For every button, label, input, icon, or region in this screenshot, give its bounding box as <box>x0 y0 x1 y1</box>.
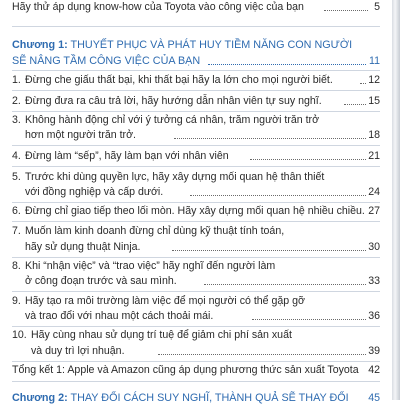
entry-number: 8. <box>12 260 21 272</box>
entry-page: 39 <box>368 345 380 357</box>
separator <box>12 70 380 71</box>
dot-leader <box>172 250 366 251</box>
separator <box>12 361 380 362</box>
entry-page: 36 <box>368 310 380 322</box>
toc-entry-1[interactable] <box>12 73 380 87</box>
entry-number: 2. <box>12 95 21 107</box>
toc-entry-7[interactable] <box>12 224 380 238</box>
entry-title-line2: và duy trì lợi nhuận. <box>31 345 125 357</box>
separator <box>12 291 380 292</box>
dot-leader <box>204 284 366 285</box>
separator <box>12 381 380 382</box>
entry-title: Đừng làm “sếp”, hãy làm bạn với nhân viên <box>25 150 229 162</box>
chapter-2-title: THAY ĐỔI CÁCH SUY NGHĨ, THÀNH QUẢ SẼ THAY ĐỔI <box>70 392 349 404</box>
toc-entry-2[interactable] <box>12 94 380 108</box>
entry-title-line2: và trao đổi với nhau một cách thoải mái. <box>25 310 214 322</box>
entry-number: 9. <box>12 295 21 307</box>
chapter-1-title-line2: SẼ NÂNG TẦM CÔNG VIỆC CỦA BẠN <box>12 55 201 67</box>
dot-leader <box>208 64 366 65</box>
entry-title: Hãy cùng nhau sử dụng trí tuệ để giảm chi phí sản xuất <box>31 329 292 341</box>
entry-number: 3. <box>12 114 21 126</box>
toc-entry-3-line2[interactable] <box>12 128 380 142</box>
toc-entry-4[interactable] <box>12 149 380 163</box>
toc-entry-10-line2[interactable] <box>12 344 380 358</box>
chapter-2-page: 45 <box>368 392 380 404</box>
toc-intro-text: Hãy thử áp dụng know-how của Toyota vào công việc của bạn <box>12 1 304 13</box>
entry-number: 4. <box>12 150 21 162</box>
entry-title-line2: với đồng nghiệp và cấp dưới. <box>25 186 164 198</box>
entry-title-line2: hãy sử dụng thuật Ninja. <box>25 241 141 253</box>
separator <box>12 221 380 222</box>
entry-page: 33 <box>368 275 380 287</box>
chapter-1-heading-line2[interactable] <box>12 54 380 68</box>
toc-entry-10[interactable] <box>12 328 380 342</box>
toc-entry-3[interactable] <box>12 113 380 127</box>
separator <box>12 90 380 91</box>
entry-number: 10. <box>12 329 27 341</box>
entry-number: 5. <box>12 171 21 183</box>
entry-title-line2: hơn một người trăn trở. <box>25 129 136 141</box>
toc-entry-5[interactable] <box>12 170 380 184</box>
entry-page: 21 <box>368 150 380 162</box>
separator <box>12 166 380 167</box>
separator <box>12 326 380 327</box>
entry-number: 7. <box>12 225 21 237</box>
entry-title: Khi “nhận việc” và “trao việc” hãy nghĩ đến người làm <box>25 260 276 272</box>
page-edge <box>392 0 400 400</box>
entry-title: Muốn làm kinh doanh đừng chỉ dùng kỹ thuật tính toán, <box>25 225 285 237</box>
toc-entry-8[interactable] <box>12 259 380 273</box>
dot-leader <box>252 319 366 320</box>
separator <box>12 145 380 146</box>
summary-page: 42 <box>368 364 380 376</box>
separator <box>12 202 380 203</box>
entry-number: 6. <box>12 205 21 217</box>
summary-text: Tổng kết 1: Apple và Amazon cũng áp dụng phương thức sản xuất Toyota <box>12 364 359 376</box>
separator <box>12 257 380 258</box>
dot-leader <box>344 104 366 105</box>
entry-title: Đừng đưa ra câu trả lời, hãy hướng dẫn nhân viên tự suy nghĩ. <box>25 95 322 107</box>
chapter-2-label: Chương 2: <box>12 392 68 404</box>
dot-leader <box>360 83 366 84</box>
entry-title: Đừng che giấu thất bại, khi thất bại hãy la lớn cho mọi người biết. <box>25 74 333 86</box>
chapter-1-page: 11 <box>369 55 380 67</box>
toc-entry-6[interactable] <box>12 204 380 218</box>
entry-title-line2: ở công đoạn trước và sau mình. <box>25 275 177 287</box>
chapter-1-title-line1: THUYẾT PHỤC VÀ PHÁT HUY TIỀM NĂNG CON NGƯỜI <box>70 39 353 51</box>
entry-page: 15 <box>368 95 380 107</box>
dot-leader <box>250 159 366 160</box>
dot-leader <box>190 195 366 196</box>
separator <box>12 26 380 27</box>
toc-entry-8-line2[interactable] <box>12 274 380 288</box>
entry-title: Không hành động chỉ với ý tưởng cá nhân, trăm người trăn trở <box>25 114 320 126</box>
entry-title: Đừng chỉ giao tiếp theo lối mòn. Hãy xây dựng mối quan hệ nhiều chiều. <box>25 205 365 217</box>
toc-summary-entry[interactable] <box>12 363 380 377</box>
chapter-2-heading[interactable] <box>12 391 380 405</box>
toc-entry-5-line2[interactable] <box>12 185 380 199</box>
entry-page: 18 <box>368 129 380 141</box>
entry-page: 27 <box>368 205 380 217</box>
toc-entry-9[interactable] <box>12 294 380 308</box>
entry-title: Hãy tạo ra môi trường làm việc để mọi người có thể gặp gỡ <box>25 295 305 307</box>
separator <box>12 111 380 112</box>
chapter-1-label: Chương 1: <box>12 39 68 51</box>
toc-intro-entry[interactable] <box>12 0 380 14</box>
toc-entry-7-line2[interactable] <box>12 240 380 254</box>
chapter-1-heading[interactable] <box>12 38 380 52</box>
toc-intro-page: 5 <box>374 1 380 13</box>
entry-title: Trước khi dùng quyền lực, hãy xây dựng mối quan hệ thân thiết <box>25 171 325 183</box>
entry-page: 24 <box>368 186 380 198</box>
entry-page: 30 <box>368 241 380 253</box>
entry-number: 1. <box>12 74 21 86</box>
dot-leader <box>174 138 366 139</box>
entry-page: 12 <box>368 74 380 86</box>
dot-leader <box>158 354 366 355</box>
dot-leader <box>324 10 368 11</box>
toc-entry-9-line2[interactable] <box>12 309 380 323</box>
